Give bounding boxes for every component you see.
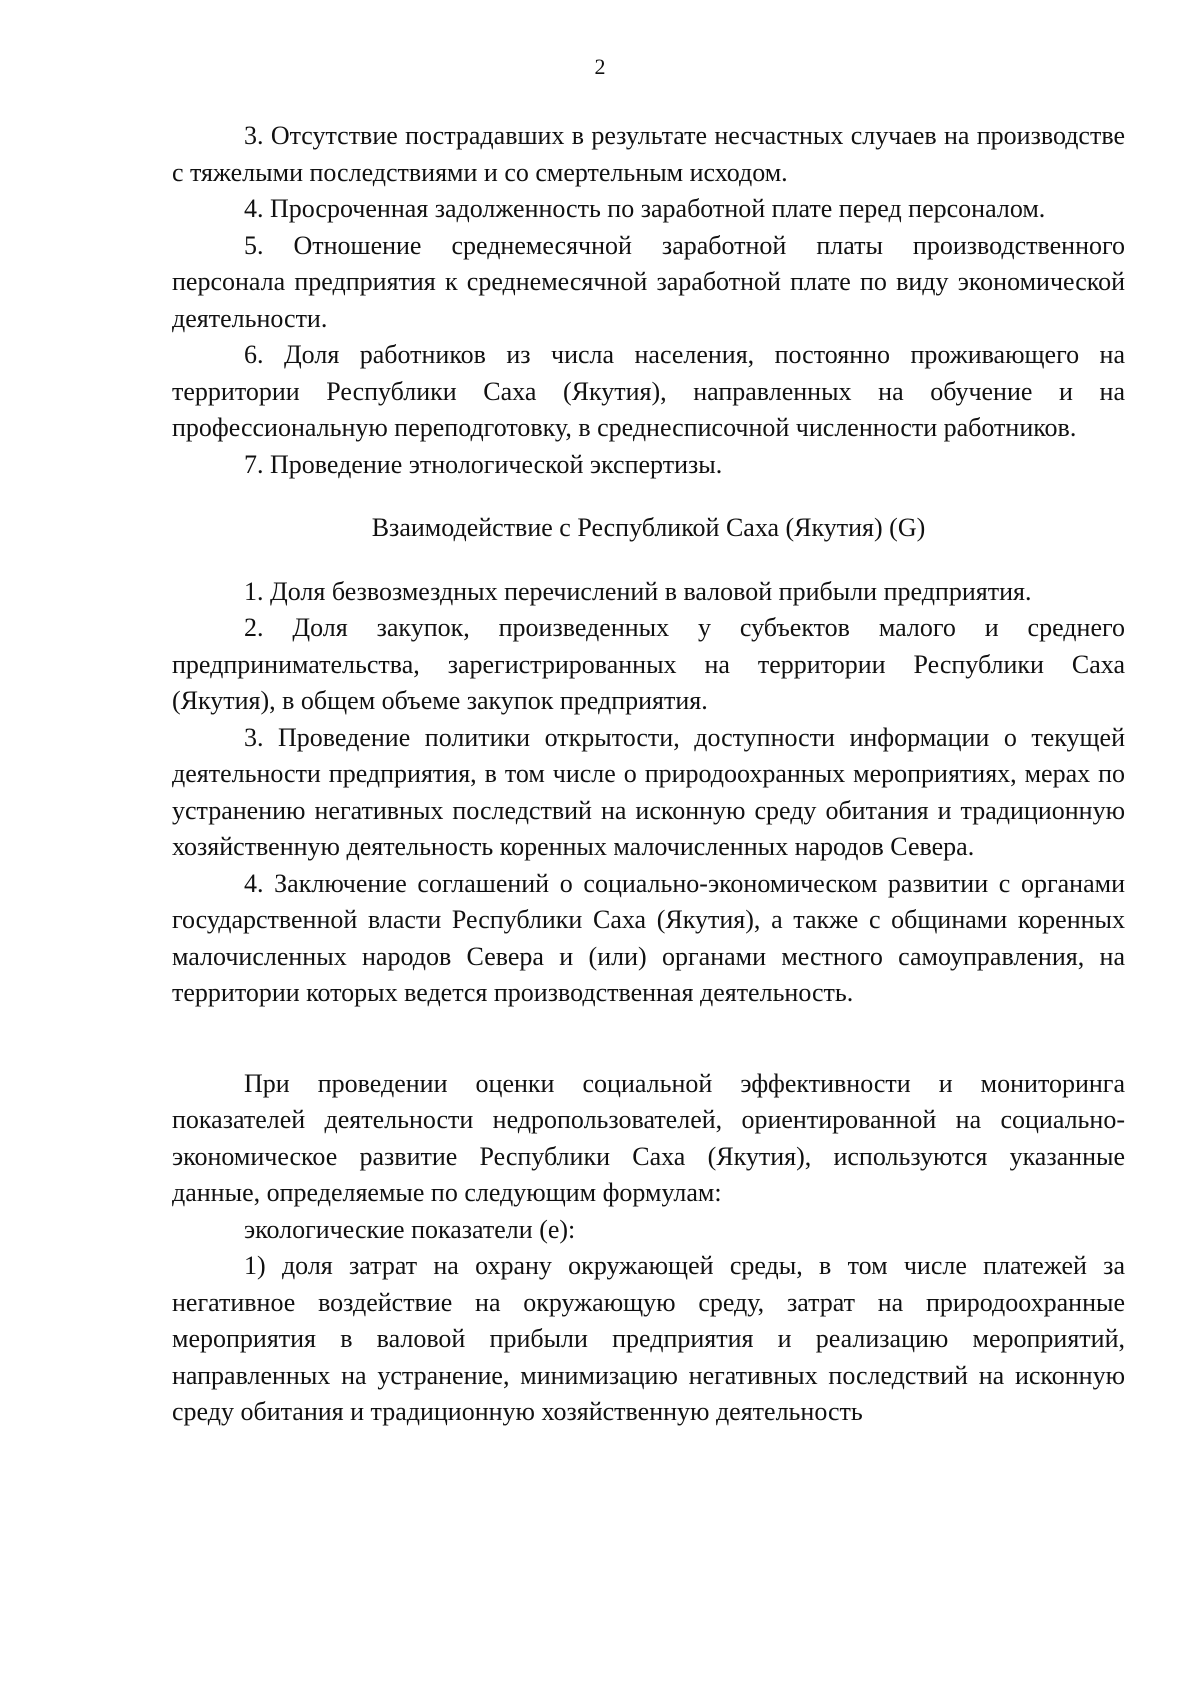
list-item: 1. Доля безвозмездных перечислений в валовой прибыли предприятия. [244,576,1032,606]
intro-paragraph: При проведении оценки социальной эффективности и мониторинга показателей деятельности недропользователей, ориентированной на социально-экономическое развитие Республики Саха (Якутия), используются указанные данные, определяемые по следующим формулам: [172,1068,1125,1207]
list-item: 5. Отношение среднемесячной заработной платы производственного персонала предприятия к среднемесячной заработной плате по виду экономической деятельности. [172,230,1125,333]
list-item: 1) доля затрат на охрану окружающей среды, в том числе платежей за негативное воздействие на окружающую среду, затрат на природоохранные мероприятия в валовой прибыли предприятия и реализацию мероприятий, направленных на устранение, минимизацию негативных последствий на исконную среду обитания и традиционную хозяйственную деятельность [172,1251,1125,1426]
eco-indicators-label: экологические показатели (е): [244,1214,576,1244]
list-item: 2. Доля закупок, произведенных у субъектов малого и среднего предпринимательства, зарегистрированных на территории Республики Саха (Якутия), в общем объеме закупок предприятия. [172,613,1125,715]
list-item: 6. Доля работников из числа населения, постоянно проживающего на территории Республики Саха (Якутия), направленных на обучение и на профессиональную переподготовку, в среднесписочной численности работников. [172,340,1125,442]
page-number: 2 [594,54,606,79]
spacer [172,547,1125,574]
spacer [172,1012,1125,1066]
list-item: 7. Проведение этнологической экспертизы. [244,449,723,479]
list-item: 4. Заключение соглашений о социально-экономическом развитии с органами государственной власти Республики Саха (Якутия), а также с общинами коренных малочисленных народов Севера и (или) органами местного самоуправления, на территории которых ведется производственная деятельность. [172,868,1125,1007]
list-item: 3. Отсутствие пострадавших в результате несчастных случаев на производстве с тяжелыми последствиями и со смертельным исходом. [172,121,1125,187]
list-item: 3. Проведение политики открытости, доступности информации о текущей деятельности предприятия, в том числе о природоохранных мероприятиях, мерах по устранению негативных последствий на исконную среду обитания и традиционную хозяйственную деятельность коренных малочисленных народов Севера. [172,722,1125,861]
list-item: 4. Просроченная задолженность по заработной плате перед персоналом. [244,194,1046,223]
section-heading: Взаимодействие с Республикой Саха (Якутия) (G) [371,513,926,542]
spacer [172,483,1125,510]
document-body [172,118,1125,1431]
